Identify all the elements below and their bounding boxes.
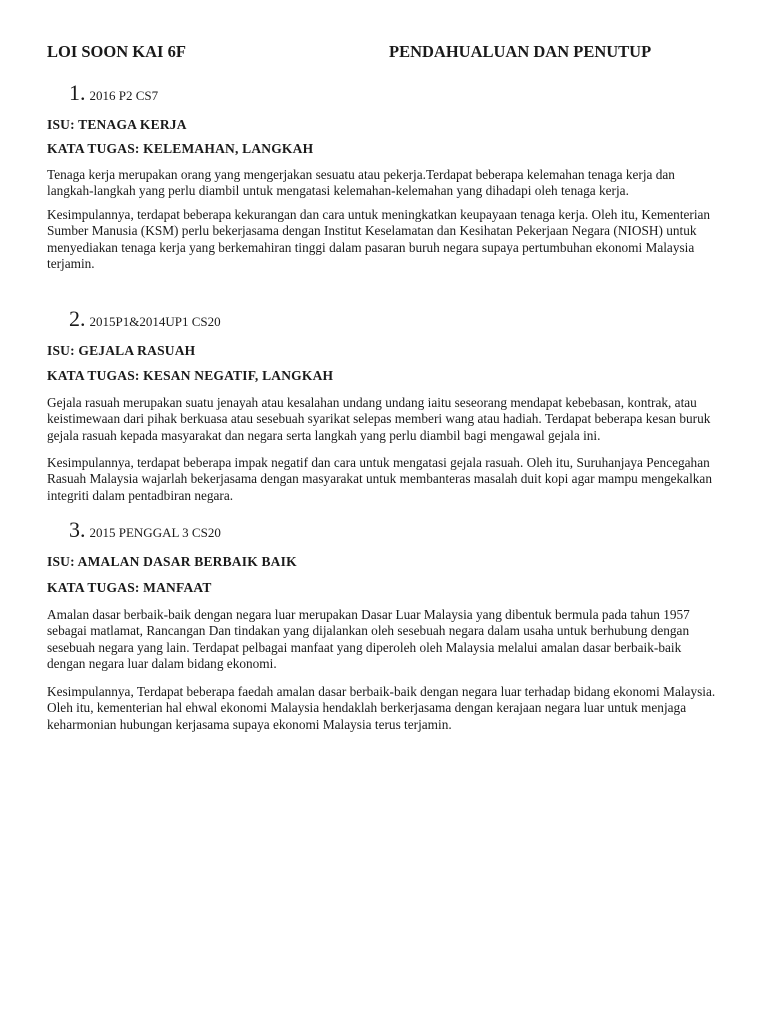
kata-tugas-label: KATA TUGAS: MANFAAT	[47, 580, 212, 595]
section-number: 2.	[69, 306, 86, 331]
pendahuluan-paragraph: Amalan dasar berbaik-baik dengan negara luar merupakan Dasar Luar Malaysia yang dibentuk bermula pada tahun 1957 sebagai matlamat, Rancangan Dan tindakan yang dijalankan oleh sesebuah negara dalam usaha untuk berhubung dengan sesebuah negara yang lain. Terdapat pelbagai manfaat yang diperoleh oleh Malaysia melalui amalan dasar berbaik-baik dengan negara luar dalam bidang ekonomi.	[47, 607, 690, 671]
section-number: 3.	[69, 517, 86, 542]
page-header	[47, 42, 721, 66]
penutup-paragraph: Kesimpulannya, Terdapat beberapa faedah amalan dasar berbaik-baik dengan negara luar terhadap bidang ekonomi Malaysia. Oleh itu, kementerian hal ehwal ekonomi Malaysia hendaklah berkerjasama dengan kerajaan negara luar untuk menjaga keharmonian hubungan kerjasama supaya ekonomi Malaysia terus terjamin.	[47, 684, 716, 732]
isu-label: ISU: TENAGA KERJA	[47, 117, 187, 132]
kata-tugas-label: KATA TUGAS: KESAN NEGATIF, LANGKAH	[47, 368, 334, 383]
section-heading	[69, 517, 221, 543]
kata-tugas-label: KATA TUGAS: KELEMAHAN, LANGKAH	[47, 141, 314, 156]
exam-code: 2016 P2 CS7	[89, 88, 159, 103]
penutup-paragraph: Kesimpulannya, terdapat beberapa impak negatif dan cara untuk mengatasi gejala rasuah. Oleh itu, Suruhanjaya Pencegahan Rasuah Malaysia wajarlah bekerjasama dengan masyarakat untuk membanteras masalah duit kopi agar mampu mengekalkan integriti dalam pentadbiran negara.	[47, 455, 712, 503]
exam-code: 2015P1&2014UP1 CS20	[89, 314, 221, 329]
exam-code: 2015 PENGGAL 3 CS20	[89, 525, 221, 540]
document-title: PENDAHUALUAN DAN PENUTUP	[389, 42, 652, 61]
section-number: 1.	[69, 80, 86, 105]
isu-label: ISU: AMALAN DASAR BERBAIK BAIK	[47, 554, 297, 569]
pendahuluan-paragraph: Tenaga kerja merupakan orang yang mengerjakan sesuatu atau pekerja.Terdapat beberapa kelemahan tenaga kerja dan langkah-langkah yang perlu diambil untuk mengatasi kelemahan-kelemahan yang dihadapi oleh tenaga kerja.	[47, 167, 675, 199]
isu-label: ISU: GEJALA RASUAH	[47, 343, 196, 358]
pendahuluan-paragraph: Gejala rasuah merupakan suatu jenayah atau kesalahan undang undang iaitu seseorang mendapat kebebasan, kontrak, atau keistimewaan dari pihak berkuasa atau sesebuah syarikat selepas memberi wang atau hadiah. Terdapat beberapa kesan buruk gejala rasuah kepada masyarakat dan negara serta langkah yang perlu diambil bagi mengawal gejala ini.	[47, 395, 711, 443]
penutup-paragraph: Kesimpulannya, terdapat beberapa kekurangan dan cara untuk meningkatkan keupayaan tenaga kerja. Oleh itu, Kementerian Sumber Manusia (KSM) perlu bekerjasama dengan Institut Keselamatan dan Kesihatan Pekerjaan Negara (NIOSH) untuk menyediakan tenaga kerja yang berkemahiran tinggi dalam pasaran buruh negara supaya pertumbuhan ekonomi Malaysia terjamin.	[47, 207, 711, 271]
student-name: LOI SOON KAI 6F	[47, 42, 186, 61]
section-heading	[69, 80, 158, 106]
section-heading	[69, 306, 221, 332]
